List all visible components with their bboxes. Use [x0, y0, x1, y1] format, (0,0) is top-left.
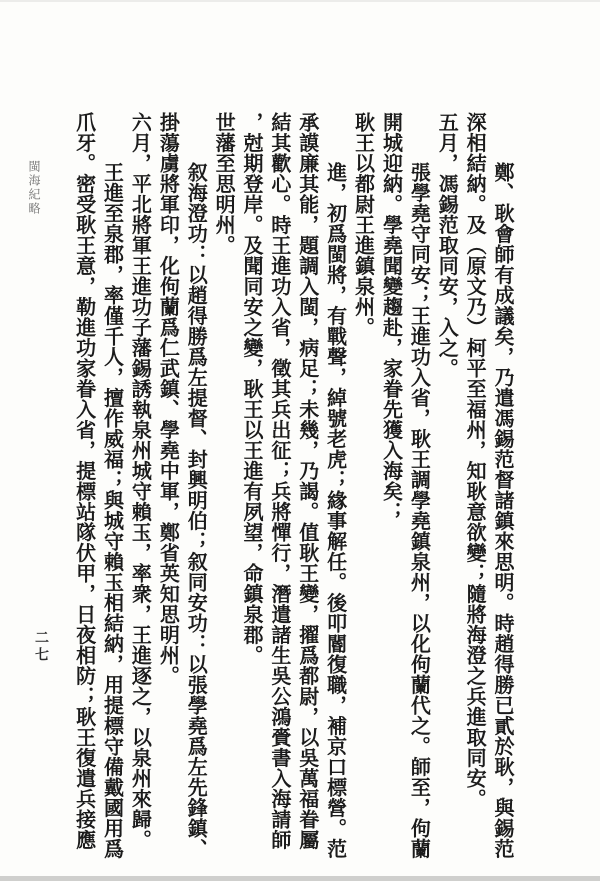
scan-edge-bottom [0, 876, 600, 881]
text-column: 鄭、耿會師有成議矣，乃遣馮錫范督諸鎮來思明。時趙得勝已貳於耿，與錫范 [491, 162, 515, 859]
text-column: 五月，馮錫范取同安，入之。 [435, 112, 460, 379]
text-column: 世藩至思明州。 [212, 112, 237, 256]
text-column: 承謨廉其能，題調入閩，病足；未幾，乃謁。值耿王變，擢爲都尉，以吳萬福眷屬 [295, 112, 320, 850]
text-column: 叙海澄功：以趙得勝爲左提督、封興明伯；叙同安功：以張學堯爲左先鋒鎮、 [184, 162, 209, 859]
text-column: 結其歡心。時王進功入省，徵其兵出征；兵將憚行，潛遣諸生吳公鴻賫書入海請師 [267, 112, 292, 850]
book-margin-title: 閩海紀略 [27, 160, 41, 216]
text-column: 進，初爲閩將，有戰聲，綽號老虎；緣事解任。後叩閽復職，補京口標營。范 [323, 162, 348, 859]
text-column: 耿王以都尉王進鎮泉州。 [351, 112, 376, 338]
text-column: 深相結納。及（原文乃）柯平至福州，知耿意欲變；隨將海澄之兵進取同安。 [463, 112, 488, 809]
text-column: 掛蕩虜將軍印，化佝蘭爲仁武鎮、學堯中軍，鄭省英知思明州。 [156, 112, 181, 686]
page-number: 二七 [33, 630, 49, 664]
scan-edge-top [0, 0, 600, 2]
text-column: 張學堯守同安；王進功入省，耿王調學堯鎮泉州，以化佝蘭代之。師至，佝蘭 [407, 162, 432, 859]
text-column: 王進至泉郡，率僅千人，擅作威福；與城守賴玉相結納，用提標守備戴國用爲 [100, 162, 125, 859]
text-column: 開城迎納。學堯聞變趨赴，家眷先獲入海矣； [379, 112, 404, 522]
text-column: 六月，平北將軍王進功子藩錫誘執泉州城守賴玉，率衆，王進逐之，以泉州來歸。 [128, 112, 153, 850]
text-column: 爪牙。密受耿王意，勒進功家眷入省，提標站隊伏甲，日夜相防；耿王復遣兵接應 [72, 112, 97, 850]
vertical-text-block [69, 112, 516, 864]
text-column: ，尅期登岸。及聞同安之變，耿王以王進有夙望，命鎮泉郡。 [239, 112, 264, 666]
